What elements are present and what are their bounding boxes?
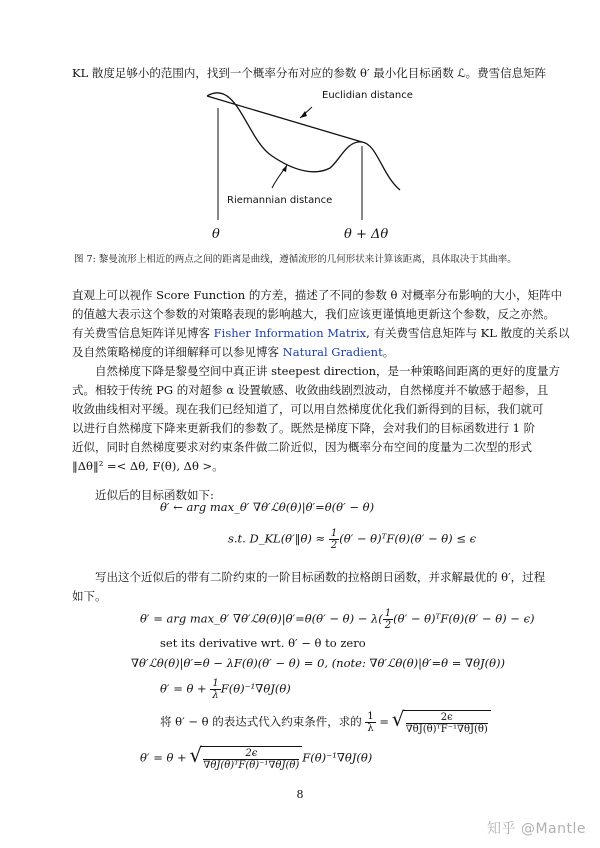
theta-label: θ xyxy=(212,227,220,242)
eq2-l6-post: F(θ)⁻¹∇θJ(θ) xyxy=(302,750,373,765)
page-number: 8 xyxy=(296,788,304,801)
para2-line4-post: 。 xyxy=(382,345,395,359)
fraction-numerator: √ 2ϵ xyxy=(406,712,488,724)
fraction-denominator: λ xyxy=(212,690,219,701)
para3-line2: 式。相较于传统 PG 的对超参 α 设置敏感、收敛曲线剧烈波动，自然梯度并不敏感于超参，且 xyxy=(72,383,549,397)
riemannian-label: Riemannian distance xyxy=(227,195,333,206)
para2-line3 xyxy=(72,324,570,343)
fraction-denominator: ∇θJ(θ)ᵀF⁻¹∇θJ(θ) xyxy=(405,724,488,735)
eq2-l5-sqrt xyxy=(403,710,491,735)
fraction-numerator: √ 2ϵ xyxy=(203,748,299,760)
para2-line1: 直观上可以视作 Score Function 的方差，描述了不同的参数 θ 对概率分布影响的大小，矩阵中 xyxy=(72,288,563,302)
eq2-half-fraction xyxy=(383,608,393,631)
eq2-l6-pre: θ′ = θ + xyxy=(140,750,191,765)
fraction-numerator: 1 xyxy=(367,711,374,722)
eq2-line6 xyxy=(140,746,372,771)
fraction-denominator: ∇θJ(θ)ᵀF(θ)⁻¹∇θJ(θ) xyxy=(203,760,300,771)
para2-line4 xyxy=(72,343,532,362)
eq2-l5-eq: = xyxy=(375,714,393,729)
eq2-l1-pre: θ′ = arg max_θ′ ∇θ′ℒθ(θ)|θ′=θ(θ′ − θ) − λ( xyxy=(140,611,383,626)
fraction-denominator: λ xyxy=(367,723,374,734)
eq2-l4-post: F(θ)⁻¹∇θJ(θ) xyxy=(220,681,291,696)
eq2-line5 xyxy=(160,710,491,735)
eq2-line1 xyxy=(140,608,535,631)
eq2-l1-post: (θ′ − θ)ᵀF(θ)(θ′ − θ) − ϵ) xyxy=(393,611,535,626)
para2-line4-pre: 及自然策略梯度的详细解释可以参见博客 xyxy=(72,345,283,359)
para3-line3: 收敛曲线相对平缓。现在我们已经知道了，可以用自然梯度优化我们新得到的目标，我们就可 xyxy=(72,402,544,416)
lagrange-intro-line1: 写出这个近似后的带有二阶约束的一阶目标函数的拉格朗日函数，并求解最优的 θ′，过程 xyxy=(95,570,546,584)
para3-line6: ‖Δθ‖² =< Δθ, F(θ), Δθ >。 xyxy=(72,459,224,473)
para2-line3-post: , 有关费雪信息矩阵与 KL 散度的关系以 xyxy=(366,326,570,340)
eq2-one-over-lambda xyxy=(210,678,220,701)
manifold-curve xyxy=(207,93,400,190)
para2-line2: 的值越大表示这个参数的对策略表现的影响越大，我们应该更谨慎地更新这个参数，反之亦然。 xyxy=(72,307,555,321)
eq1-line1: θ′ ← arg max_θ′ ∇θ′ℒθ(θ)|θ′=θ(θ′ − θ) xyxy=(160,500,375,514)
eq2-line3: ∇θ′ℒθ(θ)|θ′=θ − λF(θ)(θ′ − θ) = 0, (note: ∇θ′ℒθ(θ)|θ′=θ = ∇θJ(θ)) xyxy=(131,656,506,670)
manifold-figure xyxy=(72,80,472,250)
eq2-line2: set its derivative wrt. θ′ − θ to zero xyxy=(160,636,366,650)
eq2-l6-sqrt-fraction xyxy=(203,748,299,771)
eq1-half-fraction xyxy=(329,528,339,551)
fraction-numerator: 1 xyxy=(212,678,219,689)
eq2-l5-sqrt-fraction xyxy=(406,712,488,735)
lagrange-intro-line2: 如下。 xyxy=(72,589,107,603)
eq2-l6-sqrt xyxy=(200,746,302,771)
figure-caption: 图 7: 黎曼流形上相近的两点之间的距离是曲线，遵循流形的几何形状来计算该距离，具体取决于其曲率。 xyxy=(74,254,517,265)
eq1-line2 xyxy=(228,528,476,551)
euclidian-chord xyxy=(207,96,362,142)
eq1-line2-post: (θ′ − θ)ᵀF(θ)(θ′ − θ) ≤ ϵ xyxy=(339,531,477,546)
approx-intro: 近似后的目标函数如下: xyxy=(95,488,214,502)
para3-line4: 以进行自然梯度下降来更新我们的参数了。既然是梯度下降，会对我们的目标函数进行 1 阶 xyxy=(72,421,536,435)
intro-text: KL 散度足够小的范围内，找到一个概率分布对应的参数 θ′ 最小化目标函数 ℒ。费雪信息矩阵 xyxy=(72,66,547,80)
theta-plus-label: θ + Δθ xyxy=(344,227,389,242)
eq2-l4-pre: θ′ = θ + xyxy=(160,681,211,696)
eq1-line2-pre: s.t. D_KL(θ′‖θ) ≈ xyxy=(228,531,329,546)
para3-line1: 自然梯度下降是黎曼空间中真正讲 steepest direction，是一种策略间距离的更好的度量方 xyxy=(95,364,561,378)
eq2-l5-text: 将 θ′ − θ 的表达式代入约束条件，求的 xyxy=(160,714,366,729)
fraction-denominator: 2 xyxy=(330,540,338,551)
para2-line3-pre: 有关费雪信息矩阵详见博客 xyxy=(72,326,214,340)
eq2-l5-one-over-lambda xyxy=(365,711,375,734)
fraction-numerator: 1 xyxy=(384,608,392,619)
natural-gradient-link[interactable]: Natural Gradient xyxy=(282,345,383,359)
para3-line5: 近似，同时自然梯度要求对约束条件做二阶近似，因为概率分布空间的度量为二次型的形式 xyxy=(72,440,532,454)
fraction-denominator: 2 xyxy=(384,620,392,631)
fraction-numerator: 1 xyxy=(330,528,338,539)
eq2-line4 xyxy=(160,678,291,701)
euclidian-label: Euclidian distance xyxy=(322,90,413,101)
fisher-link[interactable]: Fisher Information Matrix xyxy=(213,326,367,340)
watermark: 知乎 @Mantle xyxy=(487,821,586,837)
